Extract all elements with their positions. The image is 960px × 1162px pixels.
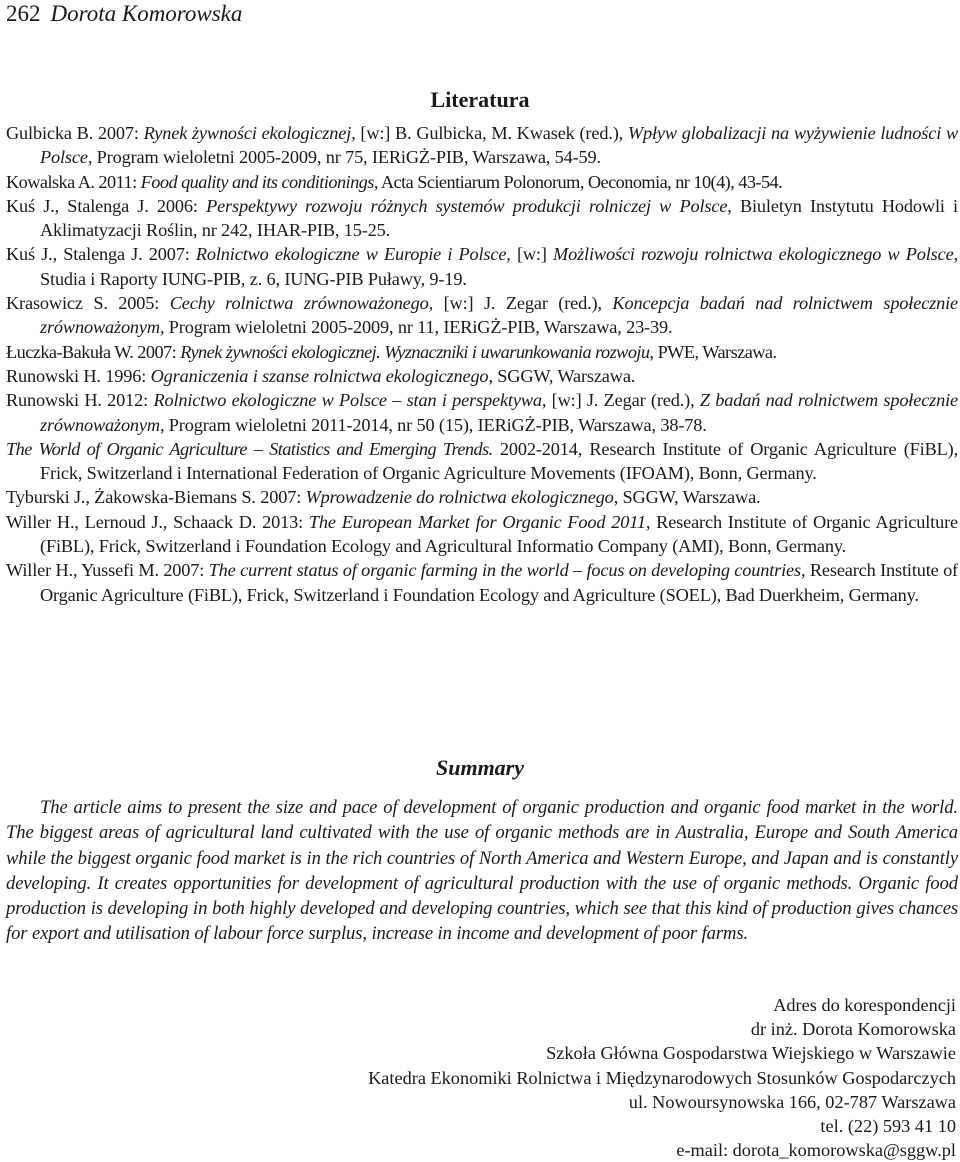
reference-text: Runowski H. 2012: [6, 390, 154, 411]
reference-title: Koncepcja badań nad rolnictwem społecznie zrównoważonym, [40, 293, 959, 338]
reference-title: The current status of organic farming in the world – focus on developing countries [208, 560, 801, 581]
reference-text: , [w:] J. Zegar (red.), [541, 390, 700, 411]
reference-text: Gulbicka B. 2007: [6, 123, 144, 143]
reference-title: Możliwości rozwoju rolnictwa ekologicznego w Polsce, [553, 244, 958, 265]
reference-text: Program wieloletni 2005-2009, nr 75, IERiGŻ-PIB, Warszawa, 54-59. [92, 147, 601, 168]
address-university: Szkoła Główna Gospodarstwa Wiejskiego w Warszawie [546, 1043, 956, 1064]
reference-text: Kuś J., Stalenga J. 2006: [6, 195, 207, 216]
reference-entry [6, 388, 958, 437]
reference-title: Wpływ globalizacji na wyżywienie ludności w Polsce, [40, 123, 958, 168]
reference-text: [w:] [510, 244, 554, 265]
reference-list [6, 121, 958, 607]
running-head [6, 0, 242, 28]
reference-text: , Biuletyn Instytutu Hodowli i Aklimatyzacji Roślin, nr 242, IHAR-PIB, 15-25. [40, 195, 958, 241]
address-email: e-mail: dorota_komorowska@sggw.pl [676, 1140, 956, 1161]
reference-title: Z badań nad rolnictwem społecznie zrównoważonym [40, 390, 959, 435]
summary-paragraph: The article aims to present the size and pace of development of organic production and organic food market in the world. The biggest areas of agricultural land cultivated with the use of organic methods are in Australia, Europe and South America while the biggest organic food market is in the rich countries of North America and Western Europe, and Japan and is constantly developing. It creates opportunities for development of agricultural production with the use of organic methods. Organic food production is developing in both highly developed and developing countries, which see that this kind of production gives chances for export and utilisation of labour force surplus, increase in income and development of poor farms. [6, 797, 958, 945]
reference-title: Ograniczenia i szanse rolnictwa ekologicznego [150, 365, 489, 386]
reference-title: Food quality and its conditionings, [140, 171, 378, 192]
reference-text: , PWE, Warszawa. [649, 341, 777, 362]
reference-entry [6, 194, 958, 243]
reference-text: Research Institute of Organic Agriculture (FiBL), Frick, Switzerland i Foundation Ecology and Agricultural Informatio Company (AMI), Bonn, Germany. [40, 511, 958, 557]
reference-text: , Research Institute of Organic Agriculture (FiBL), Frick, Switzerland i Foundation Ecology and Agriculture (SOEL), Bad Duerkheim, Germany. [40, 560, 958, 605]
reference-text: , Program wieloletni 2011-2014, nr 50 (15), IERiGŻ-PIB, Warszawa, 38-78. [159, 414, 707, 435]
reference-text: Studia i Raporty IUNG-PIB, z. 6, IUNG-PIB Puławy, 9-19. [40, 268, 467, 289]
reference-title: Rynek żywności ekologicznej. Wyznaczniki i uwarunkowania rozwoju [180, 341, 650, 362]
correspondence-address [156, 993, 956, 1162]
address-author-name: dr inż. Dorota Komorowska [750, 1019, 956, 1040]
reference-entry [6, 291, 958, 340]
reference-text: Tyburski J., Żakowska-Biemans S. 2007: [6, 487, 306, 508]
reference-text: [w:] B. Gulbicka, M. Kwasek (red.), [355, 123, 628, 143]
address-department: Katedra Ekonomiki Rolnictwa i Międzynarodowych Stosunków Gospodarczych [368, 1067, 956, 1088]
reference-entry [6, 242, 958, 291]
reference-text: Program wieloletni 2005-2009, nr 11, IERiGŻ-PIB, Warszawa, 23-39. [164, 317, 673, 338]
reference-title: The European Market for Organic Food 2011, [308, 511, 651, 532]
reference-text: Kowalska A. 2011: [6, 171, 141, 192]
reference-text: , SGGW, Warszawa. [613, 487, 761, 508]
address-heading: Adres do korespondencji [773, 995, 956, 1015]
summary-heading: Summary [435, 755, 525, 780]
literatura-heading: Literatura [430, 87, 530, 112]
reference-entry [6, 170, 958, 194]
address-phone: tel. (22) 593 41 10 [820, 1116, 956, 1137]
reference-text: , SGGW, Warszawa. [488, 365, 636, 386]
reference-text: Willer H., Yussefi M. 2007: [6, 560, 209, 581]
reference-text: 2002-2014, Research Institute of Organic Agriculture (FiBL), Frick, Switzerland i International Federation of Organic Agriculture Movements (IFOAM), Bonn, Germany. [40, 438, 959, 484]
reference-text: Kuś J., Stalenga J. 2007: [6, 244, 196, 265]
reference-text: Krasowicz S. 2005: [6, 293, 170, 314]
running-head-author: Dorota Komorowska [50, 1, 243, 26]
reference-title: Cechy rolnictwa zrównoważonego, [169, 293, 434, 314]
reference-title: The World of Organic Agriculture – Statistics and Emerging Trends. [6, 438, 493, 459]
reference-entry [6, 340, 958, 364]
reference-entry [6, 485, 958, 509]
reference-text: Runowski H. 1996: [6, 365, 151, 386]
reference-title: Perspektywy rozwoju różnych systemów produkcji rolniczej w Polsce [206, 195, 728, 216]
address-street: ul. Nowoursynowska 166, 02-787 Warszawa [628, 1091, 956, 1112]
reference-title: Rolnictwo ekologiczne w Europie i Polsce, [195, 244, 511, 265]
reference-entry [6, 364, 958, 388]
reference-title: Rolnictwo ekologiczne w Polsce – stan i perspektywa [153, 390, 542, 411]
reference-title: Rynek żywności ekologicznej, [143, 123, 356, 143]
page-number: 262 [6, 1, 41, 26]
reference-entry [6, 510, 958, 559]
reference-entry [6, 437, 958, 486]
reference-entry [6, 121, 958, 170]
reference-entry [6, 558, 958, 607]
reference-text: Acta Scientiarum Polonorum, Oeconomia, nr 10(4), 43-54. [377, 171, 783, 192]
reference-title: Wprowadzenie do rolnictwa ekologicznego [305, 487, 614, 508]
reference-text: Willer H., Lernoud J., Schaack D. 2013: [6, 511, 309, 532]
reference-text: [w:] J. Zegar (red.), [433, 293, 613, 314]
reference-text: Łuczka-Bakuła W. 2007: [6, 341, 181, 362]
